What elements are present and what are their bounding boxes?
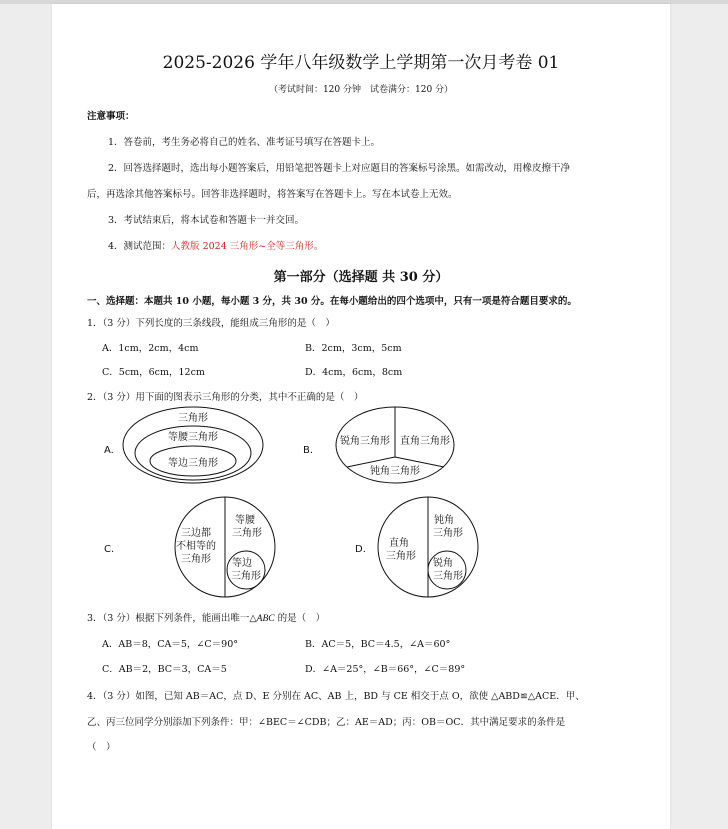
c-right-line-2: 三角形 — [232, 528, 262, 539]
notice-item-4-prefix: 4．测试范围： — [108, 241, 172, 252]
notice-item-2-line-1: 2．回答选择题时，选出每小题答案后，用铅笔把答题卡上对应题目的答案标号涂黑。如需改动，用橡皮擦干净 — [108, 163, 571, 174]
b-bottom-label: 钝角三角形 — [370, 466, 420, 477]
question-3-triangle-name: ABC — [256, 614, 275, 624]
d-small-line-1: 锐角 — [433, 558, 453, 569]
notice-item-4 — [108, 238, 323, 252]
question-1-option-c: C．5cm，6cm，12cm — [102, 367, 205, 378]
question-3-option-a: A．AB＝8，CA＝5，∠C＝90° — [102, 639, 238, 650]
d-left-line-1: 直角 — [389, 538, 409, 549]
d-right-line-2: 三角形 — [433, 528, 463, 539]
option-d-label: D. — [355, 544, 366, 555]
notice-heading: 注意事项： — [87, 111, 135, 122]
notice-item-3: 3．考试结束后，将本试卷和答题卡一并交回。 — [108, 215, 305, 226]
b-left-label: 锐角三角形 — [340, 436, 390, 447]
b-right-label: 直角三角形 — [400, 436, 450, 447]
notice-item-2-line-2: 后，再选涂其他答案标号。回答非选择题时，将答案写在答题卡上。写在本试卷上无效。 — [87, 189, 458, 200]
c-left-line-1: 三边都 — [181, 528, 211, 539]
c-small-line-2: 三角形 — [231, 571, 261, 582]
classification-diagrams — [92, 404, 482, 599]
question-2-stem: 2．（3 分）用下面的图表示三角形的分类，其中不正确的是（ ） — [87, 392, 364, 403]
page-title: 2025-2026 学年八年级数学上学期第一次月考卷 01 — [162, 53, 560, 73]
question-3-stem — [87, 610, 325, 624]
d-small-line-2: 三角形 — [433, 571, 463, 582]
a-outer-label: 三角形 — [178, 413, 208, 424]
question-3-option-c: C．AB＝2，BC＝3，CA＝5 — [102, 664, 227, 675]
d-left-line-2: 三角形 — [386, 551, 416, 562]
notice-item-1: 1．答卷前，考生务必将自己的姓名、准考证号填写在答题卡上。 — [108, 137, 381, 148]
c-small-circle — [227, 551, 265, 589]
c-left-line-2: 不相等的 — [176, 541, 216, 552]
c-right-line-1: 等腰 — [235, 515, 255, 526]
question-1-option-d: D．4cm，6cm，8cm — [305, 367, 403, 378]
question-3-option-b: B．AC＝5，BC＝4.5，∠A＝60° — [305, 639, 451, 650]
question-1-option-b: B．2cm，3cm，5cm — [305, 343, 402, 354]
option-c-label: C. — [104, 544, 115, 555]
option-a-label: A. — [104, 445, 114, 456]
question-3-stem-suffix: 的是（ ） — [274, 613, 326, 624]
question-4-line-3: （ ） — [87, 742, 116, 753]
question-1-stem: 1．（3 分）下列长度的三条线段，能组成三角形的是（ ） — [87, 318, 335, 329]
c-small-line-1: 等边 — [232, 558, 252, 569]
question-4-line-2: 乙、丙三位同学分别添加下列条件：甲：∠BEC＝∠CDB；乙：AE＝AD；丙：OB＝OC．其中满足要求的条件是 — [87, 717, 566, 728]
c-left-line-3: 三角形 — [181, 554, 211, 565]
document-page — [52, 4, 670, 829]
d-right-line-1: 钝角 — [434, 515, 454, 526]
question-3-option-d: D．∠A＝25°，∠B＝66°，∠C＝89° — [305, 664, 466, 675]
part-one-title: 第一部分（选择题 共 30 分） — [273, 270, 449, 285]
d-small-circle — [428, 551, 466, 589]
question-4-line-1: 4．（3 分）如图，已知 AB＝AC，点 D、E 分别在 AC、AB 上，BD 与 CE 相交于点 O，欲使 △ABD≌△ACE．甲、 — [87, 691, 585, 702]
section-instructions: 一、选择题：本题共 10 小题，每小题 3 分，共 30 分。在每小题给出的四个选项中，只有一项是符合题目要求的。 — [87, 296, 577, 307]
a-inner-label: 等边三角形 — [168, 458, 218, 469]
question-1-option-a: A．1cm，2cm，4cm — [102, 343, 199, 354]
option-b-label: B. — [303, 445, 314, 456]
a-middle-label: 等腰三角形 — [168, 432, 218, 443]
exam-info: （考试时间：120 分钟 试卷满分：120 分） — [268, 85, 454, 95]
test-scope: 人教版 2024 三角形~全等三角形。 — [171, 241, 324, 252]
question-3-stem-prefix: 3．（3 分）根据下列条件，能画出唯一△ — [87, 613, 257, 624]
